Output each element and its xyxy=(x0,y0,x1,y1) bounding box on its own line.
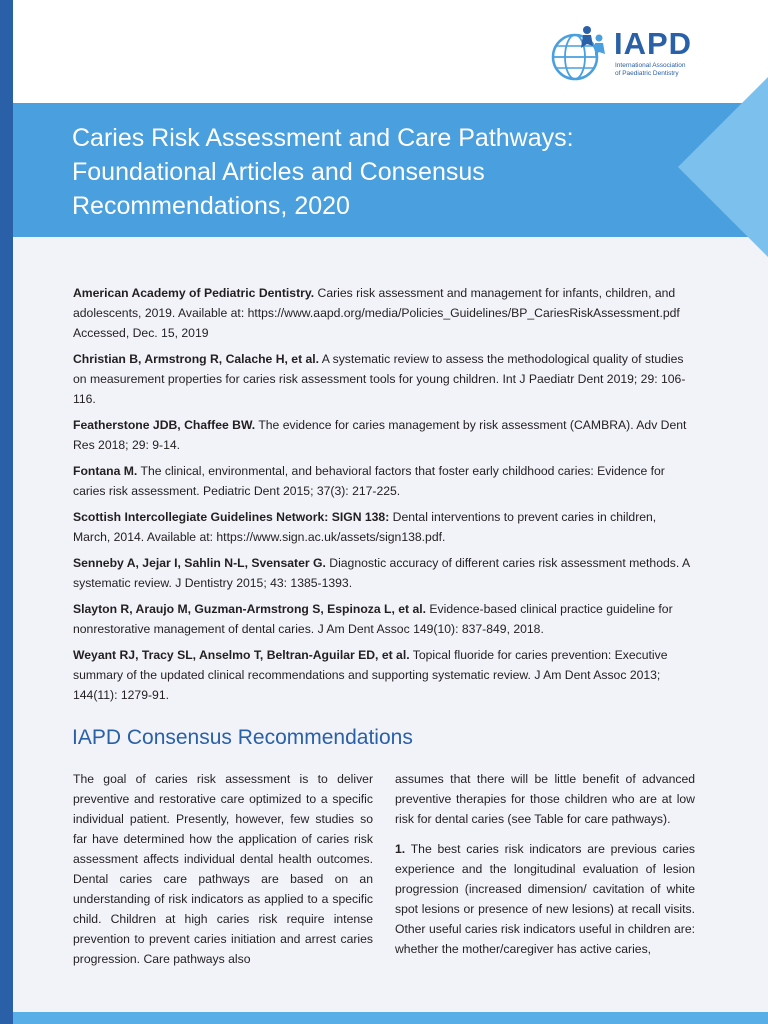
reference-text: Diagnostic accuracy of different caries risk assessment methods. A systematic review. J Dentistry 2015; 43: 1385-1393. xyxy=(73,556,690,590)
reference-authors: Featherstone JDB, Chaffee BW. xyxy=(73,418,256,432)
item-text: The best caries risk indicators are previous caries experience and the longitudinal evaluation of lesion progression (increased dimension/ cavitation of white spot lesions or presence of new lesions) at recall visits. Other useful caries risk indicators useful in children are: whether the mother/caregiver has active caries, xyxy=(395,842,695,956)
reference-text: A systematic review to assess the methodological quality of studies on measurement properties for caries risk assessment tools for young children. Int J Paediatr Dent 2019; 29: 106-116. xyxy=(73,352,686,406)
left-accent-bar xyxy=(0,0,13,1024)
body-paragraph: The goal of caries risk assessment is to deliver preventive and restorative care optimized to a specific individual patient. Presently, however, few studies so far have determined how the application of caries risk assessment affects individual dental health outcomes. Dental caries care pathways are based on an understanding of risk indicators as applied to a specific child. Children at high caries risk require intense prevention to prevent caries initiation and arrest caries progression. Care pathways also xyxy=(73,772,373,966)
reference-text: The clinical, environmental, and behavioral factors that foster early childhood caries: Evidence for caries risk assessment. Pediatric Dent 2015; 37(3): 217-225. xyxy=(73,464,665,498)
reference-item xyxy=(73,553,695,593)
left-column xyxy=(73,769,373,979)
reference-text: Dental interventions to prevent caries in children, March, 2014. Available at: https://www.sign.ac.uk/assets/sign138.pdf. xyxy=(73,510,657,544)
logo-subtitle-line1: International Association xyxy=(615,62,686,69)
reference-text: Caries risk assessment and management for infants, children, and adolescents, 2019. Available at: https://www.aapd.org/media/Policies_Guidelines/BP_CariesRiskAssessment.pdf Accessed, Dec. 15, 2019 xyxy=(73,286,680,340)
reference-list xyxy=(73,283,695,711)
reference-item xyxy=(73,599,695,639)
logo-subtitle xyxy=(615,62,685,77)
reference-item xyxy=(73,645,695,705)
banner-arrow-shape xyxy=(678,77,768,257)
reference-item xyxy=(73,415,695,455)
reference-authors: Slayton R, Araujo M, Guzman-Armstrong S, Espinoza L, et al. xyxy=(73,602,427,616)
reference-text: The evidence for caries management by risk assessment (CAMBRA). Adv Dent Res 2018; 29: 9-14. xyxy=(73,418,687,452)
title-line-3: Recommendations, 2020 xyxy=(72,192,350,220)
section-heading: IAPD Consensus Recommendations xyxy=(72,726,413,749)
right-column xyxy=(395,769,695,969)
reference-item xyxy=(73,349,695,409)
logo-acronym: IAPD xyxy=(614,26,693,61)
reference-authors: Scottish Intercollegiate Guidelines Network: SIGN 138: xyxy=(73,510,390,524)
logo-subtitle-line2: of Paediatric Dentistry xyxy=(615,69,679,77)
item-number: 1. xyxy=(395,842,406,856)
reference-item xyxy=(73,461,695,501)
reference-text: Evidence-based clinical practice guideline for nonrestorative management of dental caries. J Am Dent Assoc 149(10): 837-849, 2018. xyxy=(73,602,673,636)
reference-authors: American Academy of Pediatric Dentistry. xyxy=(73,286,315,300)
numbered-item xyxy=(395,839,695,959)
reference-authors: Senneby A, Jejar I, Sahlin N-L, Svensater G. xyxy=(73,556,326,570)
reference-authors: Fontana M. xyxy=(73,464,138,478)
body-paragraph: assumes that there will be little benefit of advanced preventive therapies for those children who are at low risk for dental caries (see Table for care pathways). xyxy=(395,772,695,826)
globe-children-icon xyxy=(549,22,611,86)
reference-authors: Weyant RJ, Tracy SL, Anselmo T, Beltran-Aguilar ED, et al. xyxy=(73,648,410,662)
title-line-2: Foundational Articles and Consensus xyxy=(72,158,485,186)
bottom-accent-bar xyxy=(13,1012,768,1024)
reference-authors: Christian B, Armstrong R, Calache H, et al. xyxy=(73,352,320,366)
title-line-1: Caries Risk Assessment and Care Pathways: xyxy=(72,124,574,152)
reference-item xyxy=(73,283,695,343)
reference-item xyxy=(73,507,695,547)
page-title xyxy=(72,121,652,223)
reference-text: Topical fluoride for caries prevention: Executive summary of the updated clinical recommendations and supporting systematic review. J Am Dent Assoc 2013; 144(11): 1279-91. xyxy=(73,648,668,702)
